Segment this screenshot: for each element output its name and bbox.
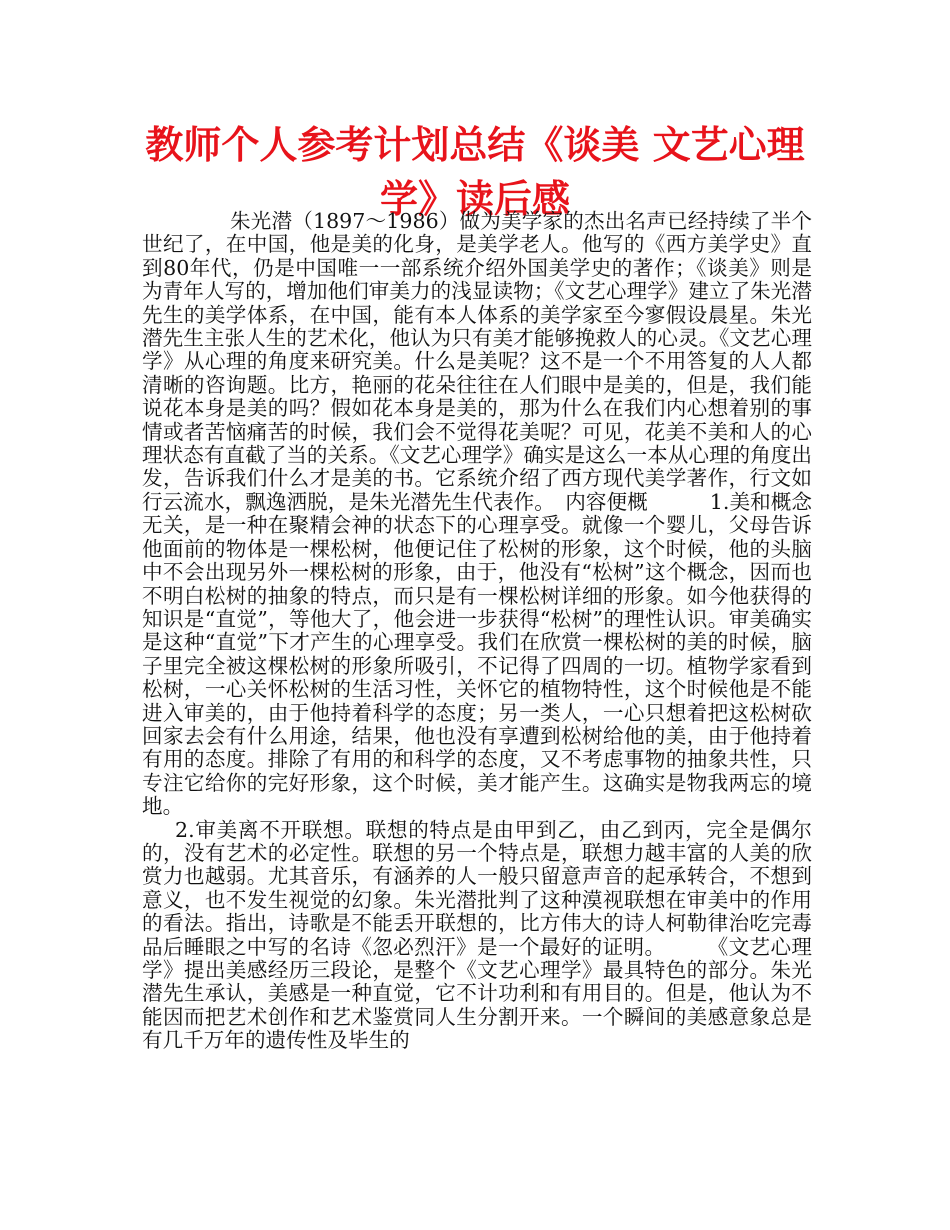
document-body: [142, 210, 812, 1053]
paragraph-2: 2.审美离不开联想。联想的特点是由甲到乙，由乙到丙，完全是偶尔的，没有艺术的必定性。联想的另一个特点是，联想力越丰富的人美的欣赏力也越弱。尤其音乐，有涵养的人一般只留意声音的起承转合，不想到意义，也不发生视觉的幻象。朱光潜批判了这种漠视联想在审美中的作用的看法。指出，诗歌是不能丢开联想的，比方伟大的诗人柯勒律治吃完毒品后睡眼之中写的名诗《忽必烈汗》是一个最好的证明。 《文艺心理学》提出美感经历三段论，是整个《文艺心理学》最具特色的部分。朱光潜先生承认，美感是一种直觉，它不计功利和有用目的。但是，他认为不能因而把艺术创作和艺术鉴赏同人生分割开来。一个瞬间的美感意象总是有几千万年的遗传性及毕生的: [142, 817, 812, 1053]
document-title: 教师个人参考计划总结《谈美 文艺心理学》读后感: [145, 123, 805, 221]
paragraph-1: 朱光潜（1897～1986）做为美学家的杰出名声已经持续了半个世纪了，在中国，他是美的化身，是美学老人。他写的《西方美学史》直到80年代，仍是中国唯一一部系统介绍外国美学史的著作；《谈美》则是为青年人写的，增加他们审美力的浅显读物；《文艺心理学》建立了朱光潜先生的美学体系，在中国，能有本人体系的美学家至今寥假设晨星。朱光潜先生主张人生的艺术化，他认为只有美才能够挽救人的心灵。《文艺心理学》从心理的角度来研究美。什么是美呢？这不是一个不用答复的人人都清晰的咨询题。比方，艳丽的花朵往往在人们眼中是美的，但是，我们能说花本身是美的吗？假如花本身是美的，那为什么在我们内心想着别的事情或者苦恼痛苦的时候，我们会不觉得花美呢？可见，花美不美和人的心理状态有直截了当的关系。《文艺心理学》确实是这么一本从心理的角度出发，告诉我们什么才是美的书。它系统介绍了西方现代美学著作，行文如行云流水，飘逸洒脱，是朱光潜先生代表作。 内容便概 1.美和概念无关，是一种在聚精会神的状态下的心理享受。就像一个婴儿，父母告诉他面前的物体是一棵松树，他便记住了松树的形象，这个时候，他的头脑中不会出现另外一棵松树的形象，由于，他没有“松树”这个概念，因而也不明白松树的抽象的特点，而只是有一棵松树详细的形象。如今他获得的知识是“直觉”，等他大了，他会进一步获得“松树”的理性认识。审美确实是这种“直觉”下才产生的心理享受。我们在欣赏一棵松树的美的时候，脑子里完全被这棵松树的形象所吸引，不记得了四周的一切。植物学家看到松树，一心关怀松树的生活习性，关怀它的植物特性，这个时候他是不能进入审美的，由于他持着科学的态度；另一类人，一心只想着把这松树砍回家去会有什么用途，结果，他也没有享遭到松树给他的美，由于他持着有用的态度。排除了有用的和科学的态度，又不考虑事物的抽象共性，只专注它给你的完好形象，这个时候，美才能产生。这确实是物我两忘的境地。: [142, 209, 812, 819]
